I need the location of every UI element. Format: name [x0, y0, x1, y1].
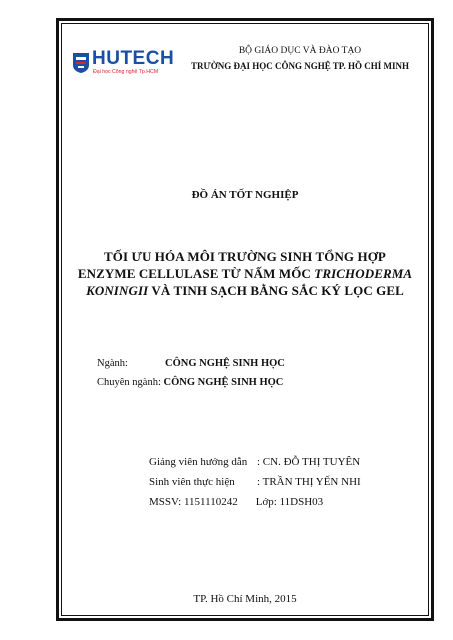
student-id-row: [149, 496, 323, 508]
ministry-name: BỘ GIÁO DỤC VÀ ĐÀO TẠO: [238, 46, 362, 56]
supervisor-row: [149, 456, 360, 468]
specialization-label: Chuyên ngành:: [97, 377, 161, 388]
supervisor-value: : CN. ĐỖ THỊ TUYÊN: [257, 456, 361, 468]
title-species-epithet: KONINGII: [86, 283, 149, 298]
student-label: Sinh viên thực hiện: [149, 476, 235, 488]
specialization-row: [97, 377, 283, 388]
hutech-shield-icon: [72, 52, 90, 74]
specialization-value: CÔNG NGHỆ SINH HỌC: [163, 377, 284, 388]
supervisor-label: Giảng viên hướng dẫn: [149, 456, 248, 468]
title-line-3-suffix: VÀ TINH SẠCH BẰNG SẮC KÝ LỌC GEL: [151, 283, 404, 298]
title-species-genus: TRICHODERMA: [314, 266, 413, 281]
student-row: [149, 476, 361, 488]
major-label: Ngành:: [97, 358, 128, 369]
major-value: CÔNG NGHỆ SINH HỌC: [165, 358, 285, 369]
major-row: [97, 358, 285, 369]
title-line-3: [61, 282, 429, 299]
logo-subtitle: Đại học Công nghệ Tp.HCM: [93, 69, 159, 75]
university-name: TRƯỜNG ĐẠI HỌC CÔNG NGHỆ TP. HỒ CHÍ MINH: [191, 61, 409, 71]
document-type: ĐỒ ÁN TỐT NGHIỆP: [191, 189, 299, 201]
thesis-title: [61, 248, 429, 299]
place-and-year: TP. Hồ Chí Minh, 2015: [193, 593, 297, 605]
title-line-2: [61, 265, 429, 282]
title-line-1: TỐI ƯU HÓA MÔI TRƯỜNG SINH TỔNG HỢP: [104, 249, 386, 264]
logo-text: HUTECH: [92, 48, 175, 69]
hutech-logo: [72, 48, 175, 80]
student-id: MSSV: 1151110242: [149, 496, 238, 508]
student-value: : TRẦN THỊ YẾN NHI: [257, 476, 361, 488]
class-code: Lớp: 11DSH03: [255, 496, 324, 508]
page-border-inner: [61, 23, 429, 616]
title-line-2-prefix: ENZYME CELLULASE TỪ NẤM MỐC: [77, 266, 311, 281]
